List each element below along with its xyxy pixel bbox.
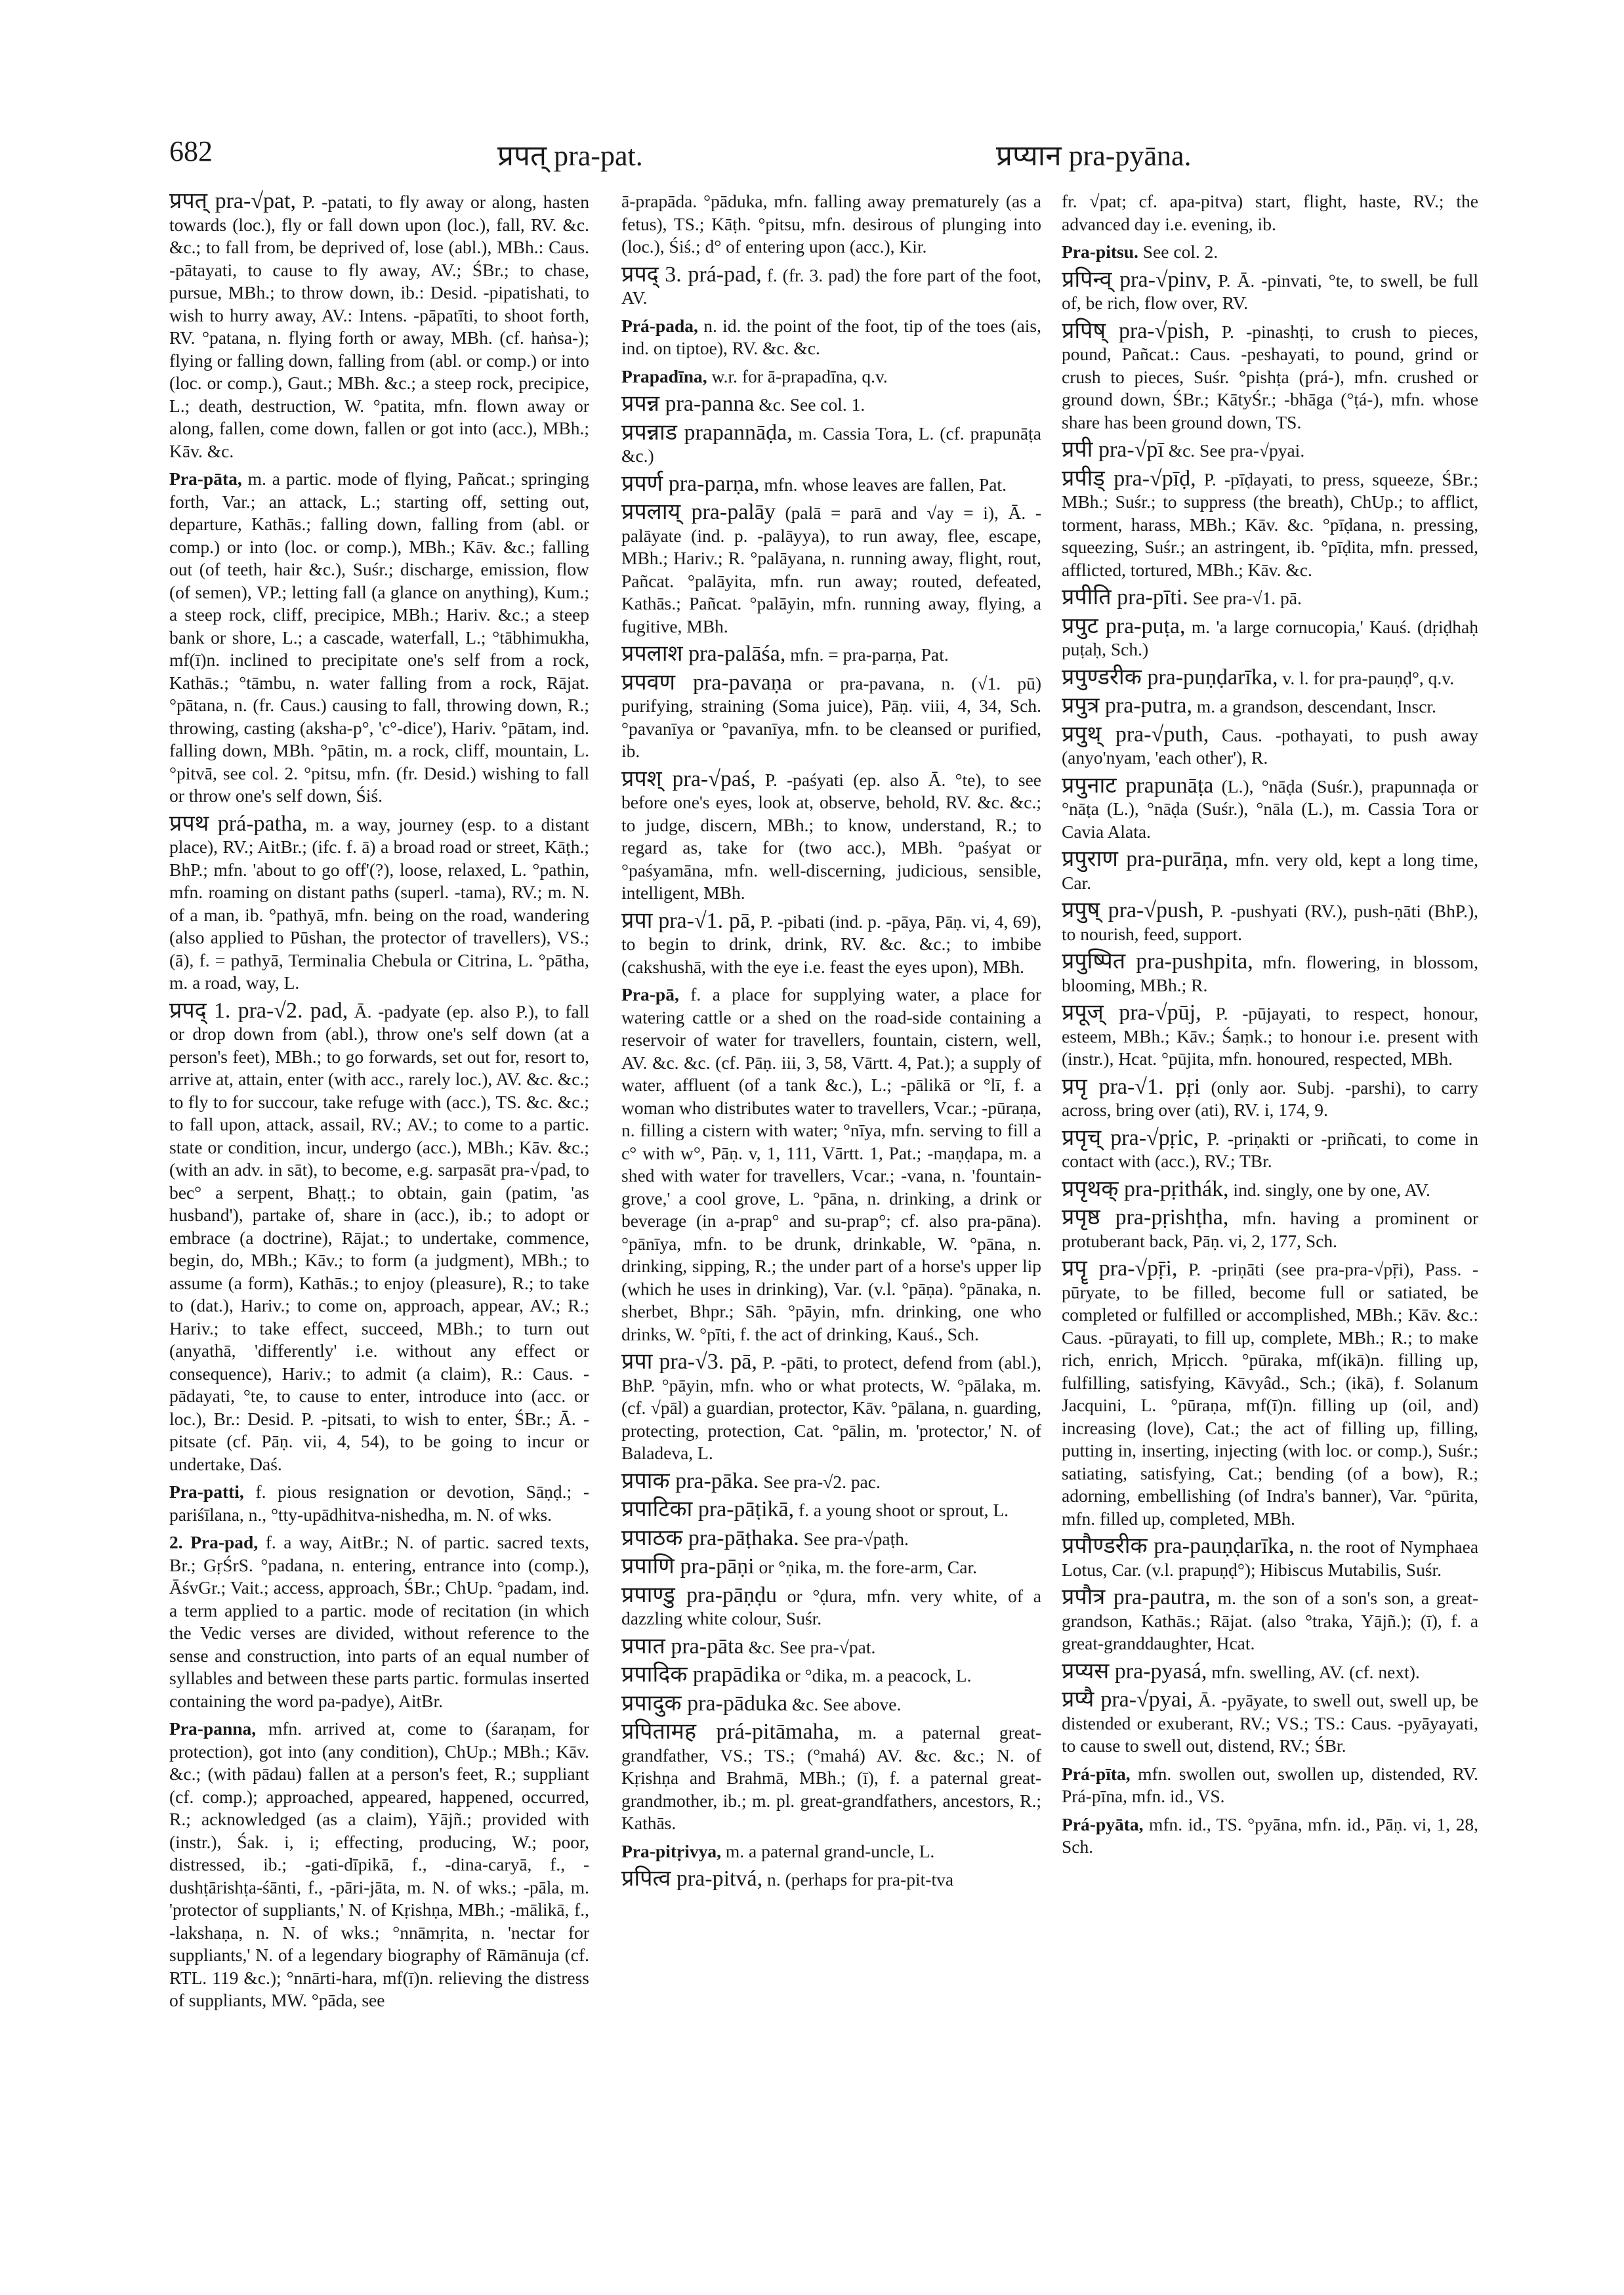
entry-text: See pra-√1. pā. bbox=[1192, 588, 1302, 608]
dictionary-entry bbox=[1062, 775, 1478, 844]
dictionary-entry bbox=[1062, 1813, 1478, 1859]
entry-text: m. a paternal great-grandfather, VS.; TS.; (°mahá) AV. &c. &c.; N. of Kṛishṇa and Brahmā, MBh.; (ī), f. a paternal great-grandmother, ib.; m. pl. great-grandfathers, ancestors, R.; Kathās. bbox=[621, 1722, 1041, 1833]
entry-text: P. -pibati (ind. p. -pāya, Pāṇ. vi, 4, 69), to begin to drink, drink, RV. &c. &c.; to imbibe (cakshushā, with the eye i.e. feast the eyes upon), MBh. bbox=[621, 911, 1041, 977]
dictionary-entry bbox=[621, 643, 1041, 667]
dictionary-entry bbox=[1062, 1763, 1478, 1808]
sub-headword: 2. Pra-pad, bbox=[169, 1532, 259, 1552]
dictionary-entry bbox=[169, 468, 589, 808]
headword: प्रपलाय् pra-palāy bbox=[621, 500, 776, 524]
dictionary-entry bbox=[621, 1868, 1041, 1892]
dictionary-entry bbox=[621, 264, 1041, 310]
dictionary-entry bbox=[621, 315, 1041, 360]
dictionary-entry bbox=[621, 1636, 1041, 1659]
entry-text: &c. See above. bbox=[791, 1693, 902, 1714]
dictionary-entry bbox=[1062, 439, 1478, 463]
entry-text: ind. singly, one by one, AV. bbox=[1233, 1179, 1430, 1200]
headword: प्रपृथक् pra-pṛithák, bbox=[1062, 1176, 1229, 1201]
headword: प्रपाठक pra-pāṭhaka. bbox=[621, 1525, 799, 1550]
dictionary-entry bbox=[621, 1721, 1041, 1835]
headword: प्रपुट pra-puṭa, bbox=[1062, 613, 1186, 638]
column-2 bbox=[621, 190, 1041, 2244]
headword: प्रपृच् pra-√pṛic, bbox=[1062, 1125, 1199, 1150]
dictionary-entry bbox=[1062, 667, 1478, 690]
entry-text: Caus. -pothayati, to push away (anyo'nyam, 'each other'), R. bbox=[1062, 724, 1478, 768]
entry-text: P. -pushyati (RV.), push-ṇāti (BhP.), to nourish, feed, support. bbox=[1062, 901, 1478, 944]
dictionary-entry bbox=[1062, 1002, 1478, 1071]
sub-headword: Pra-pitsu. bbox=[1062, 241, 1138, 262]
entry-text: n. (perhaps for pra-pit-tva bbox=[766, 1869, 954, 1890]
entry-text: P. -priṇāti (see pra-pra-√pṝi), Pass. -pūryate, to be filled, become full or satiated, be completed or fulfilled or accomplished, MBh.; Kāv. &c.: Caus. -pūrayati, to fill up, complete, MBh.; R.; to make rich, enrich, Mṛicch. °pūraka, mf(ikā)n. filling up, fulfilling, satisfying, Kāvyâd., Sch.; (ikā), f. Solanum Jacquini, L. °pūraṇa, mf(ī)n. filling up (oil, and) increasing (love), Cat.; the act of filling up, filling, putting in, inserting, injecting (with loc. or comp.), Suśr.; satiating, satisfying, Cat.; bending (of a bow), R.; adorning, embellishing (of Indra's banner), Var. °pūrita, mfn. filled up, completed, MBh. bbox=[1062, 1259, 1478, 1529]
headword: प्रपा pra-√3. pā, bbox=[621, 1350, 757, 1374]
headword: प्रपुष्पित pra-pushpita, bbox=[1062, 949, 1253, 974]
dictionary-entry bbox=[1062, 1535, 1478, 1581]
entry-text: mfn. swollen out, swollen up, distended, RV. Prá-pīna, mfn. id., VS. bbox=[1062, 1763, 1478, 1806]
column-1 bbox=[169, 190, 589, 2244]
entry-text: Ā. -pyāyate, to swell out, swell up, be distended or exuberant, RV.; VS.; TS.: Caus. -pyāyayati, to cause to swell out, distend, RV.; ŚBr. bbox=[1062, 1690, 1478, 1756]
entry-text: m. 'a large cornucopia,' Kauś. (dṛiḍhaḥ puṭaḥ, Sch.) bbox=[1062, 616, 1478, 659]
dictionary-entry bbox=[621, 1556, 1041, 1579]
dictionary-entry bbox=[621, 1840, 1041, 1863]
headword: प्रपौत्र pra-pautra, bbox=[1062, 1585, 1211, 1609]
entry-text: P. -pinashṭi, to crush to pieces, pound, Pañcat.: Caus. -peshayati, to pound, grind or crush to pieces, Suśr. °pishṭa (prá-), mfn. crushed or ground down, ŚBr.; KātyŚr.; -bhāga (°ṭá-), mfn. whose share has been ground down, TS. bbox=[1062, 321, 1478, 432]
dictionary-entry bbox=[1062, 899, 1478, 945]
headword: प्रपॄ pra-√pṝi, bbox=[1062, 1256, 1178, 1281]
headword: प्रपुनाट prapunāṭa bbox=[1062, 773, 1214, 798]
dictionary-entry bbox=[621, 1693, 1041, 1716]
running-header bbox=[169, 134, 1468, 180]
dictionary-entry bbox=[621, 393, 1041, 417]
sub-headword: Prá-pada, bbox=[621, 315, 698, 336]
entry-text: mfn. whose leaves are fallen, Pat. bbox=[764, 474, 1007, 495]
dictionary-entry bbox=[169, 813, 589, 995]
dictionary-entry bbox=[621, 1351, 1041, 1465]
entry-text: or °ṇika, m. the fore-arm, Car. bbox=[759, 1557, 977, 1577]
dictionary-entry bbox=[1062, 695, 1478, 718]
dictionary-entry bbox=[621, 1470, 1041, 1494]
dictionary-entry bbox=[621, 1664, 1041, 1687]
headword: प्रपन्न pra-panna bbox=[621, 392, 755, 416]
headword: प्रप्यस pra-pyasá, bbox=[1062, 1659, 1207, 1684]
headword: प्रपात pra-pāta bbox=[621, 1634, 744, 1659]
headword: प्रपथ prá-patha, bbox=[169, 811, 308, 836]
dictionary-entry bbox=[169, 1481, 589, 1526]
entry-text: (palā = parā and √ay = i), Ā. -palāyate (ind. p. -palāyya), to run away, flee, escape, MBh.; Hariv.; R. °palāyana, n. running away, flight, rout, Pañcat. °palāyita, mfn. run away; routed, defeated, Kathās.; Pañcat. °palāyin, mfn. running away, flying, a fugitive, MBh. bbox=[621, 503, 1041, 636]
headword: प्रपौण्डरीक pra-pauṇḍarīka, bbox=[1062, 1534, 1295, 1558]
headword: प्रपादुक pra-pāduka bbox=[621, 1691, 788, 1716]
headword: प्रपृष्ठ pra-pṛishṭha, bbox=[1062, 1205, 1229, 1230]
entry-text: n. id. the point of the foot, tip of the toes (ais, ind. on tiptoe), RV. &c. &c. bbox=[621, 315, 1041, 358]
dictionary-entry bbox=[621, 501, 1041, 638]
dictionary-entry bbox=[621, 1584, 1041, 1630]
headword: प्रपर्ण pra-parṇa, bbox=[621, 471, 760, 496]
entry-text: P. -priṇakti or -priñcati, to come in contact with (acc.), RV.; TBr. bbox=[1062, 1128, 1478, 1171]
headword: प्रपुण्डरीक pra-puṇḍarīka, bbox=[1062, 665, 1278, 690]
entry-text: w.r. for ā-prapadīna, q.v. bbox=[711, 365, 888, 386]
headword: प्रपुराण pra-purāṇa, bbox=[1062, 847, 1228, 871]
dictionary-entry bbox=[1062, 1076, 1478, 1122]
column-3 bbox=[1062, 190, 1478, 2244]
dictionary-entry bbox=[1062, 1689, 1478, 1758]
entry-text: or °dika, m. a peacock, L. bbox=[785, 1665, 972, 1685]
entry-text: &c. See pra-√pyai. bbox=[1168, 440, 1305, 461]
entry-text: See col. 2. bbox=[1142, 241, 1218, 262]
dictionary-entry bbox=[1062, 724, 1478, 770]
dictionary-entry bbox=[1062, 615, 1478, 661]
left-guide-word: प्रपत् pra-pat. bbox=[497, 140, 643, 172]
dictionary-entry bbox=[1062, 1586, 1478, 1655]
dictionary-entry bbox=[621, 365, 1041, 388]
dictionary-entry bbox=[1062, 269, 1478, 315]
entry-text: P. -patati, to fly away or along, hasten towards (loc.), fly or fall down upon (loc.), fall, RV. &c. &c.; to fall from, be deprived of, lose (abl.), MBh.: Caus. -pātayati, to cause to fly away, AV.; ŚBr.; to chase, pursue, MBh.; to throw down, ib.: Desid. -pipatishati, to wish to hurry away, AV.: Intens. -pāpatīti, to shoot forth, RV. °patana, n. flying forth or away, MBh. (cf. haṅsa-); flying or falling down, falling from (abl. or comp.) or into (loc. or comp.), Gaut.; MBh. &c.; a steep rock, precipice, L.; death, destruction, W. °patita, mfn. flown away or along, fallen, come down, fallen or got into (acc.), MBh.; Kāv. &c. bbox=[169, 192, 589, 461]
entry-text: P. -pāti, to protect, defend from (abl.), BhP. °pāyin, mfn. who or what protects, W. °pālaka, m. (cf. √pāl) a guardian, protector, Kāv. °pālana, n. guarding, protecting, protection, Cat. °pālin, m. 'protector,' N. of Baladeva, L. bbox=[621, 1352, 1041, 1463]
headword: प्रपितामह prá-pitāmaha, bbox=[621, 1720, 840, 1744]
entry-text: m. a partic. mode of flying, Pañcat.; springing forth, Var.; an attack, L.; starting off, setting out, departure, Kathās.; falling down, falling from (abl. or comp.) or into (loc. or comp.), MBh.; Kāv. &c.; falling out (of teeth, hair &c.), Suśr.; discharge, emission, flow (of semen), VP.; letting fall (a glance on anything), Kum.; a steep rock, cliff, precipice, MBh.; Hariv. &c.; a steep bank or shore, L.; a cascade, waterfall, L.; °tābhimukha, mf(ī)n. inclined to precipitate one's self from a rock, Kathās.; °tāmbu, n. water falling from a rock, Rājat. °pātana, n. (fr. Caus.) causing to fall, throwing down, R.; throwing, casting (aksha-p°, 'c°-dice'), Hariv. °pātam, ind. falling down, MBh. °pātin, m. a rock, cliff, mountain, L. °pitvā, see col. 2. °pitsu, mfn. (fr. Desid.) wishing to fall or throw one's self down, Śiś. bbox=[169, 468, 589, 806]
entry-text: (only aor. Subj. -parshi), to carry across, bring over (ati), RV. i, 174, 9. bbox=[1062, 1077, 1478, 1120]
headword: प्रपूज् pra-√pūj, bbox=[1062, 1001, 1201, 1025]
dictionary-entry bbox=[1062, 1178, 1478, 1202]
entry-text: m. a grandson, descendant, Inscr. bbox=[1196, 696, 1436, 716]
entry-text: mfn. very old, kept a long time, Car. bbox=[1062, 850, 1478, 893]
sub-headword: Prapadīna, bbox=[621, 365, 707, 386]
headword: प्रपत् pra-√pat, bbox=[169, 190, 297, 213]
sub-headword: Pra-pāta, bbox=[169, 468, 242, 489]
entry-text: mfn. flowering, in blossom, blooming, MBh.; R. bbox=[1062, 952, 1478, 995]
dictionary-entry bbox=[1062, 468, 1478, 582]
headword: प्रपन्नाड prapannāḍa, bbox=[621, 420, 793, 445]
entry-text: fr. √pat; cf. apa-pitva) start, flight, haste, RV.; the advanced day i.e. evening, ib. bbox=[1062, 191, 1478, 234]
entry-text: m. Cassia Tora, L. (cf. prapunāṭa &c.) bbox=[621, 423, 1041, 466]
entry-text: m. a paternal grand-uncle, L. bbox=[725, 1840, 935, 1861]
entry-text: or °ḍura, mfn. very white, of a dazzling white colour, Suśr. bbox=[621, 1585, 1041, 1628]
entry-text: P. -pūjayati, to respect, honour, esteem, MBh.; Kāv.; Śaṃk.; to honour i.e. present with (instr.), Hcat. °pūjita, mfn. honoured, respected, MBh. bbox=[1062, 1003, 1478, 1069]
dictionary-entry bbox=[1062, 1258, 1478, 1530]
dictionary-entry bbox=[1062, 190, 1478, 236]
entry-text: mfn. id., TS. °pyāna, mfn. id., Pāṇ. vi, 1, 28, Sch. bbox=[1062, 1813, 1478, 1857]
dictionary-entry bbox=[621, 190, 1041, 258]
page-number: 682 bbox=[169, 135, 213, 167]
entry-text: m. a way, journey (esp. to a distant place), RV.; AitBr.; (ifc. f. ā) a broad road or street, Kāṭh.; BhP.; mfn. 'about to go off'(?), loose, relaxed, L. °pathin, mfn. roaming on distant paths (superl. -tama), RV.; m. N. of a man, ib. °pathyā, mfn. being on the road, wandering (also applied to Pūshan, the protector of travellers), VS.; (ā), f. = pathyā, Terminalia Chebula or Citrina, L. °pātha, m. a road, way, L. bbox=[169, 814, 589, 993]
headword: प्रपुत्र pra-putra, bbox=[1062, 693, 1193, 718]
entry-text: f. pious resignation or devotion, Sāṇḍ.; -pariśīlana, n., °tty-upādhitva-nishedha, m. N. of wks. bbox=[169, 1481, 589, 1525]
entry-text: f. a place for supplying water, a place for watering cattle or a shed on the road-side containing a reservoir of water for travellers, fountain, cistern, well, AV. &c. &c. (cf. Pāṇ. iii, 3, 58, Vārtt. 4, Pat.); a supply of water, affluent (of a tank &c.), L.; -pālikā or °lī, f. a woman who distributes water to travellers, Vcar.; -pūraṇa, n. filling a cistern with water; °nīya, mfn. serving to fill a c° with w°, Pāṇ. v, 1, 111, Vārtt. 1, Pat.; -maṇḍapa, m. a shed with water for travellers, Vcar.; -vana, n. 'fountain-grove,' a cool grove, L. °pāna, n. drinking, a drink or beverage (in a-prap° and su-prap°; cf. also pra-pāna). °pānīya, mfn. to be drunk, drinkable, W. °pāna, n. drinking, sipping, R.; the under part of a horse's upper lip (which he uses in drinking), Var. (v.l. °pāṇa). °pānaka, n. sherbet, Bhpr.; Sāh. °pāyin, mfn. drinking, one who drinks, W. °pīti, f. the act of drinking, Kauś., Sch. bbox=[621, 984, 1041, 1344]
entry-text: P. -pīḍayati, to press, squeeze, ŚBr.; MBh.; Suśr.; to suppress (the breath), ChUp.; to afflict, torment, harass, MBh.; Kāv. &c. °pīḍana, n. pressing, squeezing, Suśr.; an astringent, ib. °pīḍita, mfn. pressed, afflicted, tortured, MBh.; Kāv. &c. bbox=[1062, 468, 1478, 580]
dictionary-entry bbox=[1062, 320, 1478, 434]
entry-text: (L.), °nāḍa (Suśr.), prapunnaḍa or °nāṭa (L.), °nāḍa (Suśr.), °nāla (L.), m. Cassia Tora or Cavia Alata. bbox=[1062, 775, 1478, 842]
entry-text: v. l. for pra-pauṇḍ°, q.v. bbox=[1282, 667, 1455, 688]
dictionary-entry bbox=[621, 910, 1041, 979]
entry-text: mfn. having a prominent or protuberant back, Pāṇ. vi, 2, 177, Sch. bbox=[1062, 1208, 1478, 1251]
dictionary-entry bbox=[1062, 1127, 1478, 1173]
sub-headword: Pra-panna, bbox=[169, 1718, 257, 1739]
headword: प्रपद् 3. prá-pad, bbox=[621, 262, 762, 287]
headword: प्रपृ pra-√1. pṛi bbox=[1062, 1074, 1201, 1099]
entry-text: See pra-√paṭh. bbox=[803, 1528, 909, 1549]
entry-text: f. a young shoot or sprout, L. bbox=[799, 1500, 1009, 1520]
headword: प्रपित्व pra-pitvá, bbox=[621, 1867, 763, 1891]
headword: प्रपुष् pra-√push, bbox=[1062, 898, 1204, 922]
sub-headword: Pra-patti, bbox=[169, 1481, 244, 1502]
dictionary-entry bbox=[1062, 951, 1478, 997]
entry-text: mfn. arrived at, come to (śaraṇam, for protection), got into (any condition), ChUp.; MBh.; Kāv. &c.; (with pādau) fallen at a person's feet, R.; suppliant (cf. comp.); approached, appeared, happened, occurred, R.; acknowledged (as a claim), Yājñ.; provided with (instr.), Śak. i, i; effecting, producing, W.; poor, distressed, ib.; -gati-dīpikā, f., -dina-caryā, f., -dushṭārishṭa-śānti, f., -pāri-jāta, m. N. of wks.; -pāla, m. 'protector of suppliants,' N. of Kṛishṇa, MBh.; -mālikā, f., -lakshaṇa, n. N. of wks.; °nnāmṛita, n. 'nectar for suppliants,' N. of a legendary biography of Rāmānuja (cf. RTL. 119 &c.); °nnārti-hara, mf(ī)n. relieving the distress of suppliants, MW. °pāda, see bbox=[169, 1718, 589, 2010]
sub-headword: Prá-pīta, bbox=[1062, 1763, 1131, 1784]
dictionary-entry bbox=[621, 473, 1041, 497]
headword: प्रपाण्डु pra-pāṇḍu bbox=[621, 1582, 778, 1607]
dictionary-entry bbox=[621, 1499, 1041, 1522]
headword: प्रपवण pra-pavaṇa bbox=[621, 670, 792, 695]
dictionary-entry bbox=[621, 422, 1041, 468]
dictionary-entry bbox=[621, 983, 1041, 1346]
headword: प्रपिन्व् pra-√pinv, bbox=[1062, 267, 1212, 292]
entry-text: &c. See col. 1. bbox=[759, 394, 865, 415]
entry-text: &c. See pra-√pat. bbox=[748, 1636, 876, 1657]
headword: प्रपिष् pra-√pish, bbox=[1062, 318, 1210, 343]
entry-text: or pra-pavana, n. (√1. pū) purifying, straining (Soma juice), Pāṇ. viii, 4, 34, Sch. °pavanīya or °pavanīya, mfn. to be cleansed or purified, ib. bbox=[621, 672, 1041, 761]
headword: प्रपाणि pra-pāṇi bbox=[621, 1554, 755, 1579]
headword: प्रपीति pra-pīti. bbox=[1062, 585, 1188, 610]
entry-text: P. Ā. -pinvati, °te, to swell, be full of, be rich, flow over, RV. bbox=[1062, 270, 1478, 313]
dictionary-entry bbox=[169, 190, 589, 463]
headword: प्रपद् 1. pra-√2. pad, bbox=[169, 998, 348, 1023]
entry-text: f. (fr. 3. pad) the fore part of the foot, AV. bbox=[621, 264, 1041, 308]
sub-headword: Pra-pitṛivya, bbox=[621, 1840, 721, 1861]
entry-text: mfn. = pra-parṇa, Pat. bbox=[790, 644, 949, 665]
dictionary-entry bbox=[1062, 1661, 1478, 1684]
entry-text: See pra-√2. pac. bbox=[763, 1471, 881, 1492]
sub-headword: Pra-pā, bbox=[621, 984, 679, 1004]
dictionary-entry bbox=[621, 768, 1041, 905]
dictionary-entry bbox=[1062, 848, 1478, 894]
right-guide-word: प्रप्यान pra-pyāna. bbox=[996, 140, 1192, 172]
entry-text: f. a way, AitBr.; N. of partic. sacred texts, Br.; GṛŚrS. °padana, n. entering, entrance into (comp.), ĀśvGr.; Vait.; access, approach, ŚBr.; ChUp. °padam, ind. a term applied to a partic. mode of recitation (in which the Vedic verses are divided, without reference to the sense and construction, into parts of an equal number of syllables and between these parts partic. formulas inserted containing the word pa-padye), AitBr. bbox=[169, 1532, 589, 1711]
headword: प्रप्यै pra-√pyai, bbox=[1062, 1687, 1193, 1712]
entry-text: Ā. -padyate (ep. also P.), to fall or drop down from (abl.), throw one's self down (at a person's feet), MBh.; to go forwards, set out for, resort to, arrive at, attain, enter (with acc., rarely loc.), AV. &c. &c.; to fly to for succour, take refuge with (acc.), TS. &c. &c.; to fall upon, attack, assail, RV.; AV.; to come to a partic. state or condition, incur, undergo (acc.), MBh.; Kāv. &c.; (with an adv. in sāt), to become, e.g. sarpasāt pra-√pad, to bec° a serpent, Bhaṭṭ.; to obtain, gain (patim, 'as husband'), partake of, share in (acc.), ib.; to adopt or embrace (a doctrine), Rājat.; to undertake, commence, begin, do, MBh.; Kāv.; to form (a judgment), MBh.; to assume (a form), Kathās.; to enjoy (pleasure), R.; to take to (dat.), Hariv.; to come on, approach, appear, AV.; R.; Hariv.; to take effect, succeed, MBh.; to turn out (anyathā, 'differently' i.e. without any effect or consequence), Hariv.; to admit (a claim), R.: Caus. -pādayati, °te, to cause to enter, introduce into (acc. or loc.), Br.: Desid. P. -pitsati, to wish to enter, ŚBr.; Ā. -pitsate (cf. Pāṇ. vii, 4, 54), to be going to incur or undertake, Daś. bbox=[169, 1001, 589, 1474]
headword: प्रपलाश pra-palāśa, bbox=[621, 642, 786, 666]
dictionary-entry bbox=[621, 672, 1041, 763]
entry-text: P. -paśyati (ep. also Ā. °te), to see before one's eyes, look at, observe, behold, RV. &c. &c.; to judge, discern, MBh.; to know, understand, R.; to regard as, take for (two acc.), MBh. °paśyat or °paśyamāna, mfn. well-discerning, judicious, sensible, intelligent, MBh. bbox=[621, 769, 1041, 903]
headword: प्रपी pra-√pī bbox=[1062, 438, 1164, 462]
entry-text: mfn. swelling, AV. (cf. next). bbox=[1211, 1661, 1420, 1682]
headword: प्रपाटिका pra-pāṭikā, bbox=[621, 1497, 795, 1521]
entry-text: ā-prapāda. °pāduka, mfn. falling away prematurely (as a fetus), TS.; Kāṭh. °pitsu, mfn. desirous of plunging into (loc.), Śiś.; d° of entering upon (acc.), Kir. bbox=[621, 191, 1041, 257]
headword: प्रपश् pra-√paś, bbox=[621, 766, 756, 791]
headword: प्रपाक pra-pāka. bbox=[621, 1468, 759, 1493]
entry-text: m. the son of a son's son, a great-grandson, Kathās.; Rājat. (also °traka, Yājñ.); (ī), f. a great-granddaughter, Hcat. bbox=[1062, 1588, 1478, 1653]
entry-text: n. the root of Nymphaea Lotus, Car. (v.l. prapuṇḍ°); Hibiscus Mutabilis, Suśr. bbox=[1062, 1537, 1478, 1580]
headword: प्रपा pra-√1. pā, bbox=[621, 908, 756, 933]
dictionary-entry bbox=[1062, 587, 1478, 610]
headword: प्रपुथ् pra-√puth, bbox=[1062, 722, 1209, 747]
headword: प्रपीड् pra-√pīḍ, bbox=[1062, 466, 1196, 491]
dictionary-entry bbox=[1062, 1207, 1478, 1252]
headword: प्रपादिक prapādika bbox=[621, 1663, 781, 1687]
dictionary-entry bbox=[169, 1000, 589, 1476]
dictionary-entry bbox=[169, 1531, 589, 1712]
dictionary-entry bbox=[169, 1718, 589, 2012]
dictionary-entry bbox=[621, 1527, 1041, 1551]
dictionary-entry bbox=[1062, 241, 1478, 264]
sub-headword: Prá-pyāta, bbox=[1062, 1813, 1144, 1834]
